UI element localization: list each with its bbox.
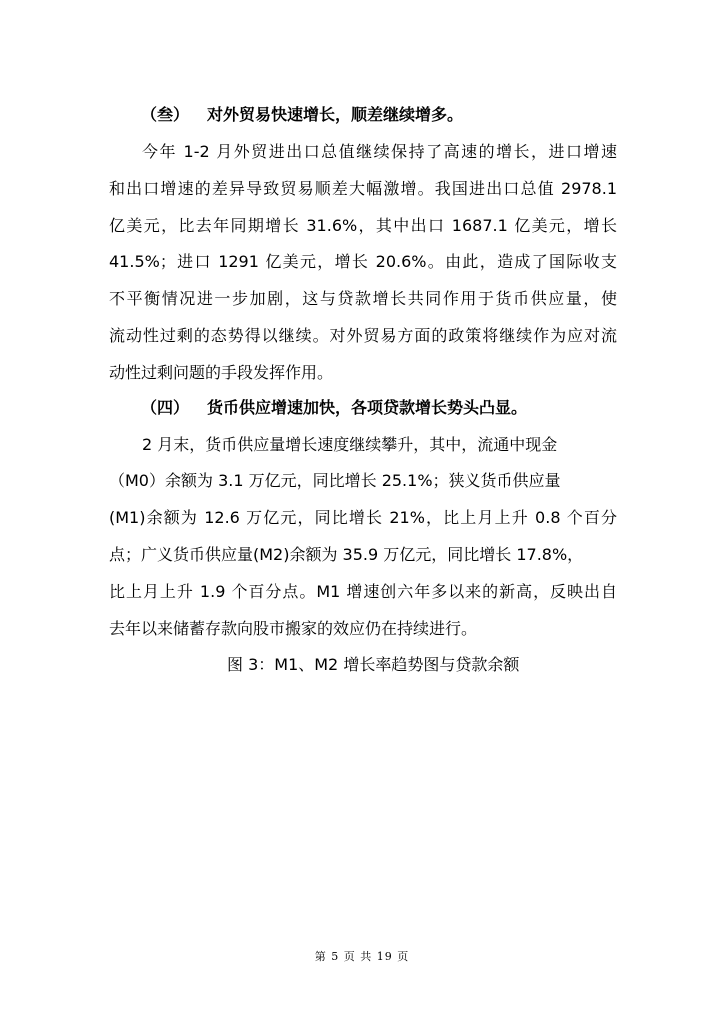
- section-number: （四）: [141, 397, 190, 417]
- text-line: (M1)余额为 12.6 万亿元，同比增长 21%，比上月上升 0.8 个百分: [109, 508, 617, 528]
- text-line: （M0）余额为 3.1 万亿元，同比增长 25.1%；狭义货币供应量: [109, 471, 561, 491]
- text-line: 比上月上升 1.9 个百分点。M1 增速创六年多以来的新高，反映出自: [109, 581, 617, 601]
- section-number: （叁）: [141, 105, 190, 124]
- section-heading-four: [109, 391, 617, 425]
- text-line: 点；广义货币供应量(M2)余额为 35.9 万亿元，同比增长 17.8%，: [109, 544, 584, 564]
- text-line: 和出口增速的差异导致贸易顺差大幅激增。我国进出口总值 2978.1: [109, 178, 617, 198]
- page-footer: 第 5 页 共 19 页: [314, 950, 410, 963]
- text-line: 41.5%；进口 1291 亿美元，增长 20.6%。由此，造成了国际收支: [109, 252, 617, 272]
- figure-caption: 图 3：M1、M2 增长率趋势图与贷款余额: [227, 655, 520, 675]
- text-line: 亿美元，比去年同期增长 31.6%，其中出口 1687.1 亿美元，增长: [109, 215, 617, 235]
- section-title: 对外贸易快速增长，顺差继续增多。: [207, 105, 464, 124]
- text-line: 动性过剩问题的手段发挥作用。: [109, 362, 334, 382]
- document-body: [109, 98, 617, 683]
- text-line: 不平衡情况进一步加剧，这与贷款增长共同作用于货币供应量，使: [109, 289, 617, 309]
- section-three-paragraph: [109, 134, 617, 392]
- section-title: 货币供应增速加快，各项贷款增长势头凸显。: [207, 397, 528, 417]
- text-line: 今年 1-2 月外贸进出口总值继续保持了高速的增长，进口增速: [142, 142, 617, 161]
- text-line: 流动性过剩的态势得以继续。对外贸易方面的政策将继续作为应对流: [109, 325, 617, 345]
- section-heading-three: [109, 98, 617, 132]
- text-line: 去年以来储蓄存款向股市搬家的效应仍在持续进行。: [109, 618, 478, 638]
- section-four-paragraph: [109, 427, 617, 648]
- text-line: 2 月末，货币供应量增长速度继续攀升，其中，流通中现金: [142, 434, 558, 454]
